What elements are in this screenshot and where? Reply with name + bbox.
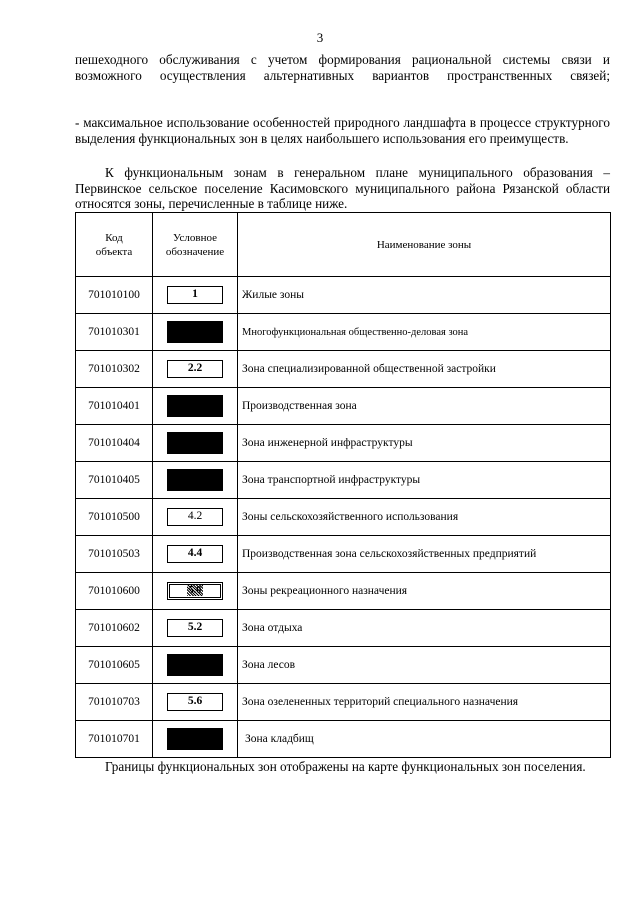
table-row xyxy=(76,425,611,462)
zone-symbol-filled xyxy=(167,321,223,343)
table-row xyxy=(76,351,611,388)
paragraph-continuation: пешеходного обслуживания с учетом формирования рациональной системы связи и возможного осуществления альтернативных вариантов пространственных связей; xyxy=(75,52,610,83)
zone-name: Зона лесов xyxy=(238,647,611,684)
paragraph-zones-intro: К функциональным зонам в генеральном плане муниципального образования – Первинское сельское поселение Касимовского муниципального района Рязанской области относятся зоны, перечисленные в таблице ниже. xyxy=(75,165,610,212)
table-row xyxy=(76,573,611,610)
table-row xyxy=(76,684,611,721)
zone-code: 701010404 xyxy=(76,425,153,462)
zone-name: Зона кладбищ xyxy=(238,721,611,758)
zone-code: 701010703 xyxy=(76,684,153,721)
header-code: Код объекта xyxy=(76,213,153,277)
table-row xyxy=(76,462,611,499)
zone-name: Зона специализированной общественной застройки xyxy=(238,351,611,388)
page-number: 3 xyxy=(316,30,324,45)
zone-name: Жилые зоны xyxy=(238,277,611,314)
zone-symbol-hatched-label: 5.0 xyxy=(188,585,202,597)
zone-name: Зона инженерной инфраструктуры xyxy=(238,425,611,462)
zone-code: 701010605 xyxy=(76,647,153,684)
table-row xyxy=(76,314,611,351)
zone-symbol: 5.2 xyxy=(167,619,223,637)
zone-symbol: 4.4 xyxy=(167,545,223,563)
zone-name: Зона транспортной инфраструктуры xyxy=(238,462,611,499)
zone-code: 701010405 xyxy=(76,462,153,499)
zone-name: Зоны рекреационного назначения xyxy=(238,573,611,610)
zone-symbol: 2.2 xyxy=(167,360,223,378)
zone-name: Многофункциональная общественно-деловая зона xyxy=(238,314,611,351)
zone-name: Производственная зона xyxy=(238,388,611,425)
zone-symbol-filled xyxy=(167,432,223,454)
zone-name: Зона озелененных территорий специального назначения xyxy=(238,684,611,721)
zone-symbol-hatched xyxy=(167,582,223,600)
paragraph-zone-boundaries: Границы функциональных зон отображены на карте функциональных зон поселения. xyxy=(105,759,586,774)
zone-symbol-filled xyxy=(167,469,223,491)
table-row xyxy=(76,277,611,314)
zone-code: 701010600 xyxy=(76,573,153,610)
zone-code: 701010500 xyxy=(76,499,153,536)
zone-symbol: 1 xyxy=(167,286,223,304)
zone-name: Зоны сельскохозяйственного использования xyxy=(238,499,611,536)
zone-symbol: 4.2 xyxy=(167,508,223,526)
table-header-row xyxy=(76,213,611,277)
table-row xyxy=(76,388,611,425)
zone-symbol-filled xyxy=(167,728,223,750)
table-row xyxy=(76,721,611,758)
zones-table xyxy=(75,212,611,758)
table-row xyxy=(76,536,611,573)
zone-name: Производственная зона сельскохозяйственных предприятий xyxy=(238,536,611,573)
zone-code: 701010602 xyxy=(76,610,153,647)
paragraph-landscape: - максимальное использование особенностей природного ландшафта в процессе структурного выделения функциональных зон в целях наибольшего использования его преимуществ. xyxy=(75,115,610,146)
header-name: Наименование зоны xyxy=(238,213,611,277)
zone-code: 701010401 xyxy=(76,388,153,425)
table-row xyxy=(76,647,611,684)
zone-name: Зона отдыха xyxy=(238,610,611,647)
zone-symbol: 5.6 xyxy=(167,693,223,711)
table-row xyxy=(76,610,611,647)
zone-symbol-filled xyxy=(167,654,223,676)
zone-code: 701010302 xyxy=(76,351,153,388)
zone-code: 701010503 xyxy=(76,536,153,573)
zone-symbol-filled xyxy=(167,395,223,417)
header-symbol: Условное обозначение xyxy=(153,213,238,277)
zone-code: 701010100 xyxy=(76,277,153,314)
table-row xyxy=(76,499,611,536)
zone-code: 701010301 xyxy=(76,314,153,351)
zone-code: 701010701 xyxy=(76,721,153,758)
